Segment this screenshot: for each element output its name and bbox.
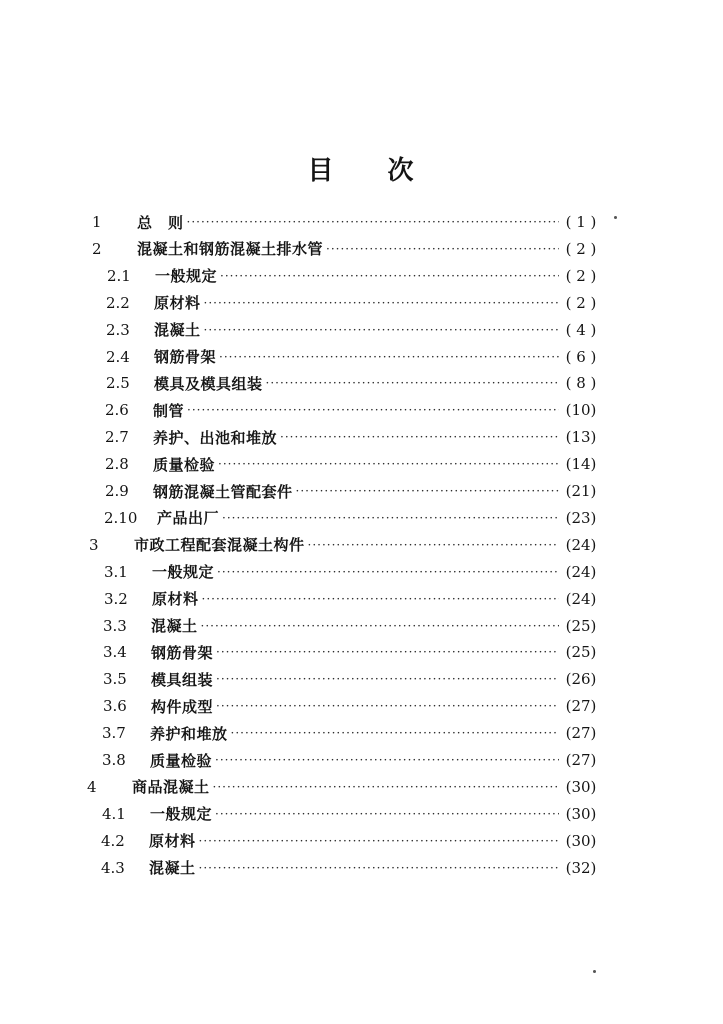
toc-entry-page: (30) <box>565 831 597 850</box>
toc-entry-label: 混凝土 <box>149 859 196 878</box>
toc-entry-page: (25) <box>565 616 597 635</box>
toc-leader-dots <box>215 807 559 821</box>
toc-entry-page: (13) <box>565 428 597 447</box>
toc-entry-number: 2.10 <box>104 508 138 527</box>
toc-entry-label: 混凝土 <box>154 321 201 340</box>
toc-entry <box>102 802 600 826</box>
toc-entry-number: 4.1 <box>102 804 126 823</box>
toc-entry <box>103 640 600 664</box>
toc-leader-dots <box>222 511 559 525</box>
toc-entry <box>102 721 600 745</box>
toc-leader-dots <box>216 699 559 713</box>
toc-entry-label: 制管 <box>153 401 185 420</box>
toc-entry-page: (26) <box>565 670 597 689</box>
toc-entry-page: (23) <box>565 508 597 527</box>
toc-entry-number: 3.3 <box>103 616 127 635</box>
toc-entry-number: 2.4 <box>106 347 130 366</box>
toc-title <box>0 150 723 187</box>
toc-entry-number: 2.1 <box>107 266 131 285</box>
toc-entry <box>102 748 600 772</box>
toc-entry-number: 3.4 <box>103 643 127 662</box>
toc-entry-number: 3.5 <box>103 670 127 689</box>
toc-entry-number: 2.9 <box>105 482 129 500</box>
toc-entry-number: 2.7 <box>105 428 129 447</box>
toc-entry-number: 3 <box>89 535 99 554</box>
toc-entry-label: 模具组装 <box>151 670 214 689</box>
toc-leader-dots <box>199 861 559 875</box>
toc-leader-dots <box>187 403 559 417</box>
toc-entry-label: 质量检验 <box>150 751 213 770</box>
toc-entry <box>105 425 600 449</box>
toc-entry-number: 2.3 <box>106 320 130 339</box>
toc-entry-page: (27) <box>565 697 597 716</box>
toc-entry <box>103 667 600 691</box>
toc-entry-label: 构件成型 <box>151 697 214 716</box>
toc-leader-dots <box>220 269 559 283</box>
toc-entry <box>103 614 600 638</box>
toc-entry <box>105 479 600 503</box>
toc-entry-label: 产品出厂 <box>157 509 220 528</box>
toc-entry-label: 钢筋骨架 <box>154 348 217 366</box>
toc-entry-number: 3.6 <box>103 697 127 716</box>
toc-entry <box>103 694 600 718</box>
toc-entry <box>92 210 600 234</box>
toc-entry-label: 市政工程配套混凝土构件 <box>134 536 305 555</box>
toc-entry-number: 3.1 <box>104 562 128 581</box>
toc-leader-dots <box>187 215 559 229</box>
toc-entry-number: 2 <box>92 239 102 258</box>
toc-entry-label: 质量检验 <box>153 455 216 474</box>
toc-entry-number: 4.3 <box>101 858 125 877</box>
toc-entry <box>104 560 600 584</box>
toc-leader-dots <box>213 780 559 794</box>
toc-entry <box>104 506 600 530</box>
toc-entry-label: 总 则 <box>137 213 184 232</box>
toc-entry-page: ( 2 ) <box>565 239 597 258</box>
toc-leader-dots <box>215 753 559 767</box>
toc-entry-page: (24) <box>565 535 597 554</box>
toc-entry-page: (27) <box>565 724 597 743</box>
toc-entry-page: (30) <box>565 804 597 823</box>
toc-entry-number: 2.5 <box>106 374 130 393</box>
toc-entry-number: 3.2 <box>104 589 128 608</box>
toc-entry-page: (25) <box>565 643 597 662</box>
toc-entry-page: (21) <box>565 482 597 500</box>
toc-leader-dots <box>202 592 559 606</box>
toc-entry-page: (24) <box>565 562 597 581</box>
toc-entry-label: 商品混凝土 <box>132 778 210 797</box>
toc-leader-dots <box>216 645 559 659</box>
toc-entry-page: (10) <box>565 401 597 420</box>
toc-entry <box>105 398 600 422</box>
toc-leader-dots <box>266 376 559 390</box>
toc-entry <box>106 371 600 395</box>
toc-entry-label: 钢筋混凝土管配套件 <box>153 482 293 501</box>
toc-entry <box>89 533 600 557</box>
toc-entry-page: ( 6 ) <box>565 347 597 366</box>
toc-entry-label: 养护和堆放 <box>150 724 228 743</box>
toc-entry-label: 原材料 <box>154 294 201 313</box>
toc-entry-label: 一般规定 <box>152 563 215 582</box>
toc-entry-label: 原材料 <box>149 832 196 851</box>
toc-entry-label: 钢筋骨架 <box>151 643 214 662</box>
toc-entry-number: 3.8 <box>102 751 126 769</box>
scan-speck <box>593 970 596 973</box>
toc-entry-page: (24) <box>565 589 597 608</box>
toc-leader-dots <box>296 484 559 498</box>
toc-leader-dots <box>204 323 559 337</box>
toc-entry-label: 一般规定 <box>150 805 213 824</box>
toc-entry-page: ( 4 ) <box>565 320 597 339</box>
toc-entry <box>106 318 600 342</box>
toc-entry-page: (14) <box>565 455 597 474</box>
toc-entry-page: (32) <box>565 858 597 877</box>
toc-entry-page: (30) <box>565 777 597 796</box>
toc-entry <box>106 345 600 369</box>
toc-leader-dots <box>217 565 559 579</box>
toc-entry <box>87 775 600 799</box>
toc-leader-dots <box>219 350 559 364</box>
toc-entry-label: 养护、出池和堆放 <box>153 428 278 447</box>
toc-entry-number: 3.7 <box>102 724 126 743</box>
toc-title-part2: 次 <box>387 156 416 186</box>
toc-entry-number: 4 <box>87 777 97 796</box>
toc-entry-label: 模具及模具组装 <box>154 374 263 393</box>
toc-leader-dots <box>280 430 559 444</box>
toc-entry-number: 1 <box>92 213 102 231</box>
toc-title-part1: 目 <box>307 156 336 186</box>
toc-entry-page: ( 8 ) <box>565 374 597 393</box>
toc-entry-page: ( 2 ) <box>565 293 597 312</box>
toc-entry-label: 混凝土和钢筋混凝土排水管 <box>137 240 324 259</box>
toc-leader-dots <box>218 457 559 471</box>
toc-entry-label: 混凝土 <box>151 617 198 635</box>
toc-leader-dots <box>201 619 559 633</box>
toc-entry-number: 2.8 <box>105 455 129 474</box>
toc-entry <box>101 829 600 853</box>
toc-leader-dots <box>204 296 559 310</box>
toc-entry-label: 原材料 <box>152 590 199 609</box>
scan-speck <box>614 216 617 219</box>
toc-entry-number: 2.2 <box>106 293 130 312</box>
toc-entry <box>105 452 600 476</box>
toc-leader-dots <box>326 242 559 256</box>
toc-leader-dots <box>231 726 559 740</box>
toc-entry-number: 2.6 <box>105 401 129 420</box>
toc-entry-label: 一般规定 <box>155 267 218 286</box>
toc-entry-page: (27) <box>565 751 597 769</box>
toc-entry-page: ( 2 ) <box>565 266 597 285</box>
toc-entry <box>106 291 600 315</box>
toc-entry-page: ( 1 ) <box>565 213 597 231</box>
toc-entry <box>104 587 600 611</box>
toc-leader-dots <box>308 538 559 552</box>
toc-entry <box>107 264 600 288</box>
toc-entry <box>92 237 600 261</box>
toc-entry-number: 4.2 <box>101 831 125 850</box>
toc-leader-dots <box>199 834 559 848</box>
toc-leader-dots <box>216 672 559 686</box>
toc-entry <box>101 856 600 880</box>
